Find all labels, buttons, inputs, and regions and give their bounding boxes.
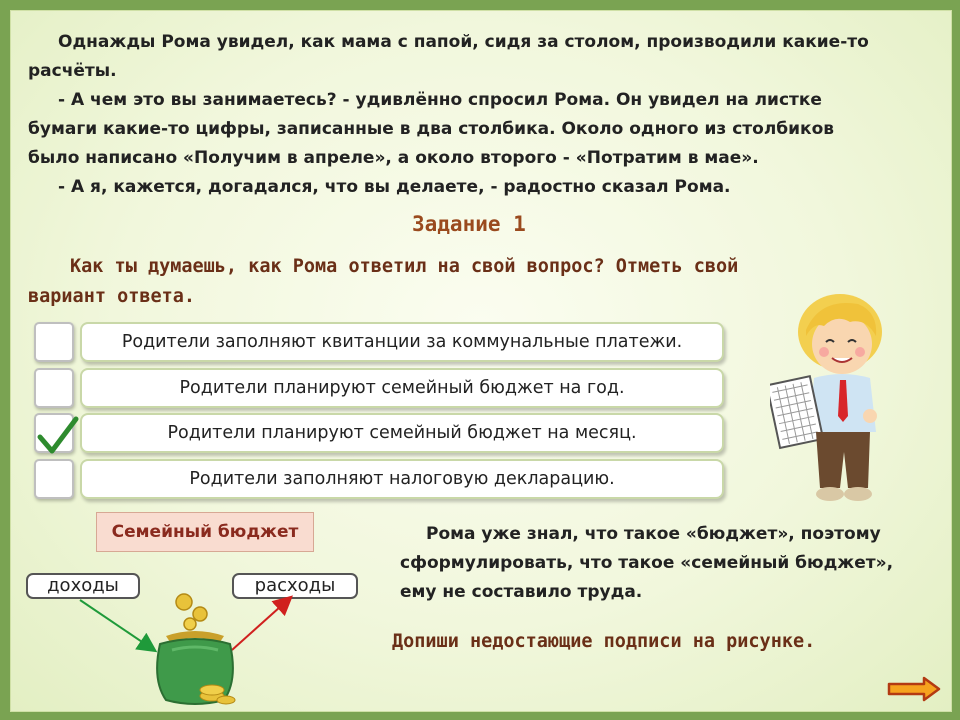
coin-purse-illustration	[150, 590, 240, 708]
story-line: было написано «Получим в апреле», а около второго - «Потратим в мае».	[28, 148, 759, 168]
story-line: - А я, кажется, догадался, что вы делаете, - радостно сказал Рома.	[58, 177, 731, 197]
next-arrow-icon[interactable]	[886, 676, 942, 702]
roma-text	[400, 520, 940, 607]
boy-with-paper-illustration	[770, 292, 892, 506]
question-line: вариант ответа.	[28, 286, 196, 307]
option-1[interactable]: Родители заполняют квитанции за коммунальные платежи.	[80, 322, 724, 362]
task-title: Задание 1	[412, 212, 526, 236]
option-3-checkbox[interactable]	[34, 413, 74, 453]
option-2[interactable]: Родители планируют семейный бюджет на год.	[80, 368, 724, 408]
question-line: Как ты думаешь, как Рома ответил на свой вопрос? Отметь свой	[70, 256, 739, 277]
option-2-checkbox[interactable]	[34, 368, 74, 408]
family-budget-label: Семейный бюджет	[96, 512, 314, 552]
story-line: Однажды Рома увидел, как мама с папой, сидя за столом, производили какие-то	[58, 32, 869, 52]
option-4-checkbox[interactable]	[34, 459, 74, 499]
roma-text-line: сформулировать, что такое «семейный бюджет»,	[400, 553, 894, 573]
option-4[interactable]: Родители заполняют налоговую декларацию.	[80, 459, 724, 499]
story-line: бумаги какие-то цифры, записанные в два столбика. Около одного из столбиков	[28, 119, 835, 139]
story-text	[28, 28, 898, 202]
option-1-checkbox[interactable]	[34, 322, 74, 362]
roma-text-line: ему не составило труда.	[400, 582, 643, 602]
checkmark-icon	[36, 415, 80, 459]
story-line: расчёты.	[28, 61, 117, 81]
task-question	[28, 252, 888, 312]
expenses-label: расходы	[232, 573, 358, 599]
income-label: доходы	[26, 573, 140, 599]
roma-text-line: Рома уже знал, что такое «бюджет», поэтому	[426, 524, 881, 544]
instruction-text: Допиши недостающие подписи на рисунке.	[392, 631, 816, 652]
option-3[interactable]: Родители планируют семейный бюджет на месяц.	[80, 413, 724, 453]
story-line: - А чем это вы занимаетесь? - удивлённо спросил Рома. Он увидел на листке	[58, 90, 822, 110]
